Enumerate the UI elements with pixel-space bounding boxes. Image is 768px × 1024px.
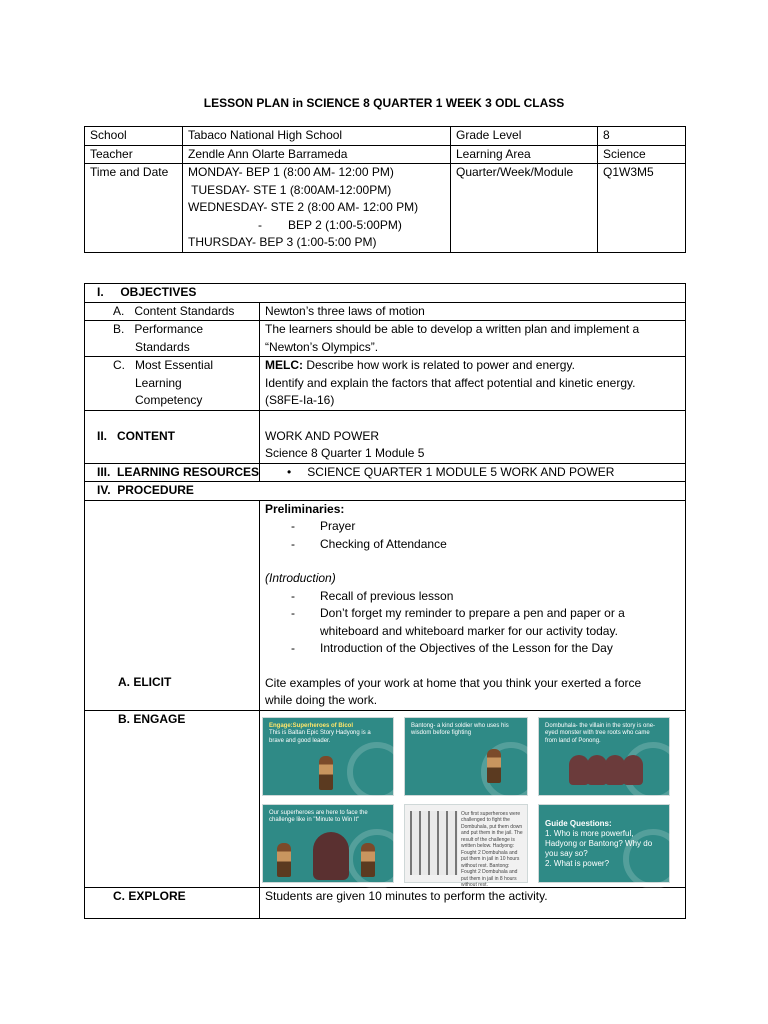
melc-label-line2: Learning (135, 375, 182, 390)
dombuhala-icon (605, 755, 625, 785)
content-standards-value: Newton’s three laws of motion (260, 302, 686, 321)
prelim-text: Prayer (320, 519, 356, 533)
content-line2: Science 8 Quarter 1 Module 5 (265, 446, 425, 460)
elicit-line1: Cite examples of your work at home that you think your exerted a force (265, 675, 642, 690)
school-label: School (85, 127, 183, 146)
hadyong-figure-icon (319, 756, 333, 790)
content-row (85, 410, 686, 463)
time-label: Time and Date (85, 164, 183, 253)
dombuhala-icon (623, 755, 643, 785)
content-standards-label: A. Content Standards (85, 302, 260, 321)
content-value (260, 410, 686, 463)
time-wednesday: WEDNESDAY- STE 2 (8:00 AM- 12:00 PM) (188, 200, 419, 214)
prelim-item (265, 518, 680, 536)
melc-label (85, 357, 260, 411)
intro-dash: - (291, 606, 295, 620)
slide3-body: Dombuhala- the villain in the story is one-eyed monster with tree roots who came from land of Ponong. (545, 722, 656, 744)
slide-guide-questions (538, 804, 670, 883)
resources-row (85, 463, 686, 482)
time-row (85, 164, 686, 253)
time-thursday: THURSDAY- BEP 3 (1:00-5:00 PM) (188, 235, 377, 249)
explore-row (85, 887, 686, 918)
bantong-figure-icon (487, 749, 501, 783)
engage-slides-cell (260, 710, 686, 887)
resources-label: III. LEARNING RESOURCES (85, 463, 260, 482)
slide-challenge (262, 804, 394, 883)
slide-dombuhala (538, 717, 670, 796)
dombuhala-icon (569, 755, 589, 785)
content-label: II. CONTENT (85, 410, 260, 463)
intro-item (265, 588, 680, 606)
slide1-heading: Engage:Superheroes of Bicol (269, 722, 354, 729)
melc-bold: MELC: (265, 358, 303, 372)
procedure-heading: IV. PROCEDURE (85, 482, 686, 501)
procedure-body (260, 500, 686, 710)
performance-label-line2: Standards (135, 339, 190, 354)
hero-figure-icon (277, 843, 291, 877)
performance-line2: “Newton’s Olympics”. (265, 339, 379, 354)
time-tuesday: TUESDAY- STE 1 (8:00AM-12:00PM) (188, 182, 392, 197)
content-standards-row (85, 302, 686, 321)
area-label: Learning Area (451, 145, 598, 164)
performance-line1: The learners should be able to develop a written plan and implement a (265, 322, 640, 336)
objectives-heading: I. OBJECTIVES (85, 284, 686, 303)
dombuhala-icon (587, 755, 607, 785)
engage-row (85, 710, 686, 887)
intro-item-cont: whiteboard and whiteboard marker for our activity today. (320, 623, 618, 638)
teacher-row (85, 145, 686, 164)
performance-standards-value (260, 321, 686, 357)
elicit-row (85, 500, 686, 710)
intro-text: Don’t forget my reminder to prepare a pen and paper or a (320, 606, 625, 620)
engage-slides (260, 711, 685, 887)
lesson-plan-table (84, 283, 686, 919)
slide-jail-results (404, 804, 528, 888)
prelim-dash: - (291, 536, 295, 551)
slide1-body: This is Baltan Epic Story Hadyong is a brave and good leader. (269, 730, 371, 744)
prelim-item (265, 536, 680, 554)
melc-line1 (265, 357, 680, 375)
intro-dash: - (291, 588, 295, 603)
slide5-body: Our first superheroes were challenged to fight the Dombuhala, put them down and put them in the jail. The result of the challenge is written below. Hadyong: Fought 2 Dombuhala and put them in jail in 10 hours without rest. Bantong: Fought 2 Dombuhala and put them in jail in 8 hours without rest. (461, 810, 523, 888)
slide6-heading: Guide Questions: (545, 818, 612, 828)
elicit-label: A. ELICIT (85, 500, 260, 710)
time-values (183, 164, 451, 253)
grade-value: 8 (598, 127, 686, 146)
resources-bullet: • (287, 464, 292, 479)
intro-text: Introduction of the Objectives of the Lesson for the Day (320, 641, 613, 655)
objectives-row (85, 284, 686, 303)
page-title: LESSON PLAN in SCIENCE 8 QUARTER 1 WEEK 3 ODL CLASS (203, 96, 565, 110)
qwm-value: Q1W3M5 (598, 164, 686, 253)
resources-text: SCIENCE QUARTER 1 MODULE 5 WORK AND POWER (307, 464, 615, 479)
teacher-label: Teacher (85, 145, 183, 164)
slide2-body: Bantong- a kind soldier who uses his wisdom before fighting (411, 722, 509, 736)
melc-line3: (S8FE-Ia-16) (265, 393, 335, 407)
intro-dash: - (291, 641, 295, 655)
performance-standards-label (85, 321, 260, 357)
explore-value: Students are given 10 minutes to perform the activity. (260, 887, 686, 918)
melc-label-line3: Competency (135, 393, 203, 407)
slide4-body: Our superheroes are here to face the challenge like in "Minute to Win It" (269, 809, 368, 823)
resources-value (260, 463, 686, 482)
time-bep2-dash: - (258, 217, 262, 232)
prelim-dash: - (291, 519, 295, 533)
engage-label: B. ENGAGE (85, 710, 260, 887)
slide-bantong (404, 717, 528, 796)
slide6-q2: 2. What is power? (545, 858, 610, 868)
melc-row (85, 357, 686, 411)
teacher-info-table (84, 126, 686, 253)
elicit-line2: while doing the work. (265, 693, 378, 707)
intro-item (265, 640, 680, 658)
procedure-row (85, 482, 686, 501)
monster-figure-icon (313, 832, 349, 880)
intro-item (265, 605, 680, 623)
slide6-q1: 1. Who is more powerful, Hadyong or Bantong? Why do you say so? (545, 828, 653, 858)
content-line1: WORK AND POWER (265, 428, 380, 443)
qwm-label: Quarter/Week/Module (451, 164, 598, 253)
melc-line1-text: Describe how work is related to power and energy. (303, 358, 575, 372)
school-row (85, 127, 686, 146)
hero-figure-icon (361, 843, 375, 877)
grade-label: Grade Level (451, 127, 598, 146)
teacher-value: Zendle Ann Olarte Barrameda (183, 145, 451, 164)
time-bep2 (188, 217, 445, 235)
preliminaries-title: Preliminaries: (265, 501, 345, 516)
melc-label-line1: C. Most Essential (113, 358, 214, 372)
introduction-title: (Introduction) (265, 571, 336, 585)
time-bep2-text: BEP 2 (1:00-5:00PM) (288, 217, 402, 232)
area-value: Science (598, 145, 686, 164)
time-monday: MONDAY- BEP 1 (8:00 AM- 12:00 PM) (188, 165, 394, 179)
melc-value (260, 357, 686, 411)
prelim-text: Checking of Attendance (320, 536, 447, 551)
performance-label-line1: B. Performance (113, 322, 204, 336)
intro-text: Recall of previous lesson (320, 588, 454, 603)
explore-label: C. EXPLORE (85, 887, 260, 918)
jail-icon (410, 811, 458, 875)
slide-superheroes-of-bicol (262, 717, 394, 796)
performance-standards-row (85, 321, 686, 357)
school-value: Tabaco National High School (183, 127, 451, 146)
melc-line2: Identify and explain the factors that affect potential and kinetic energy. (265, 375, 636, 390)
